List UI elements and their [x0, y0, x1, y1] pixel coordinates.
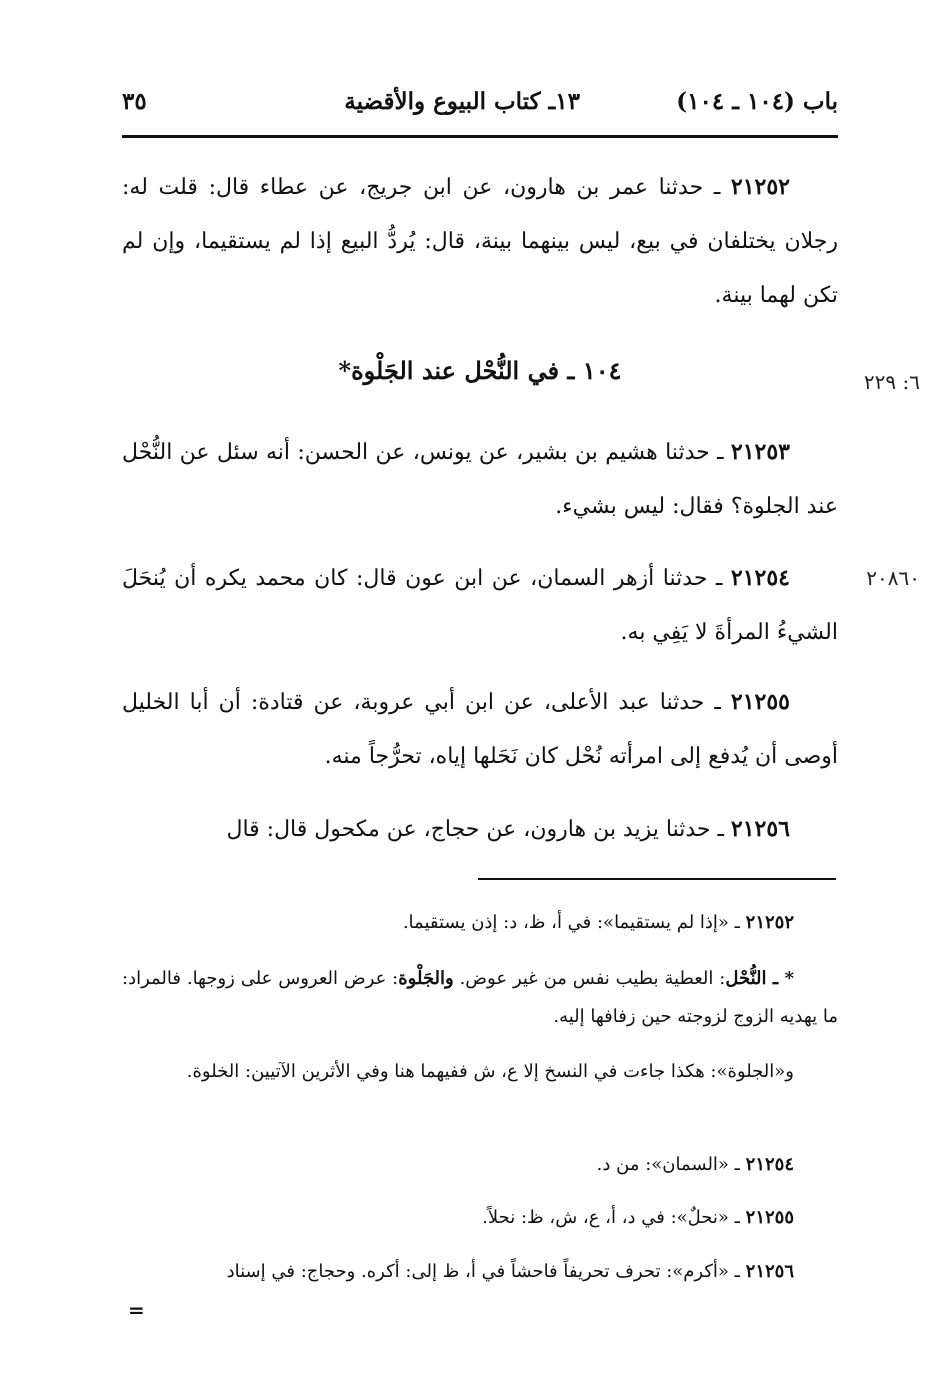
footnote-number: ٢١٢٥٤: [745, 1154, 794, 1175]
hadith-text: ـ حدثنا يزيد بن هارون، عن حجاج، عن مكحول قال: قال: [226, 817, 731, 842]
footnote: [122, 1253, 838, 1291]
hadith-text: ـ حدثنا أزهر السمان، عن ابن عون قال: كان محمد يكره أن يُنحَلَ الشيءُ المرأةَ لا يَفِي به.: [122, 566, 838, 645]
hadith-paragraph: [122, 802, 838, 857]
footnote-text: : عرض العروس على زوجها. فالمراد: ما يهديه الزوج لزوجته حين زفافها إليه.: [122, 968, 838, 1027]
header-rule: [122, 135, 838, 138]
footnote-text: ـ «أكرم»: تحرف تحريفاً فاحشاً في أ، ظ إلى: أكره. وحجاج: في إسناد: [226, 1261, 746, 1282]
footnote-rule: [478, 878, 836, 880]
hadith-number: ٢١٢٥٤: [730, 565, 790, 591]
margin-reference: ٦: ٢٢٩: [863, 370, 920, 394]
footnote: [122, 1199, 838, 1237]
footnote-number: ٢١٢٥٥: [745, 1207, 794, 1228]
footnote: [122, 1146, 838, 1184]
hadith-number: ٢١٢٥٥: [730, 689, 790, 715]
hadith-text: ـ حدثنا هشيم بن بشير، عن يونس، عن الحسن: أنه سئل عن النُّحْل عند الجلوة؟ فقال: ليس بشيء.: [122, 440, 838, 519]
hadith-paragraph: [122, 675, 838, 784]
running-header: [122, 88, 838, 128]
hadith-text: ـ حدثنا عبد الأعلى، عن ابن أبي عروبة، عن قتادة: أن أبا الخليل أوصى أن يُدفع إلى امرأته نُحْل كان نَحَلها إياه، تحرُّجاً منه.: [122, 690, 838, 769]
hadith-paragraph: [122, 551, 838, 660]
hadith-number: ٢١٢٥٣: [730, 439, 790, 465]
section-title: ١٠٤ ـ في النُّحْل عند الجَلْوة*: [338, 356, 622, 385]
hadith-paragraph: [122, 160, 838, 323]
footnote-term: والجَلْوة: [398, 968, 454, 989]
footnote-text: ـ «نحلٌ»: في د، أ، ع، ش، ظ: نحلاً.: [482, 1207, 746, 1228]
footnote-number: ٢١٢٥٦: [745, 1261, 794, 1282]
footnote-text: و«الجلوة»: هكذا جاءت في النسخ إلا ع، ش ففيهما هنا وفي الأثرين الآتيين: الخلوة.: [186, 1061, 794, 1082]
hadith-number: ٢١٢٥٦: [730, 816, 790, 842]
continuation-mark: =: [128, 1298, 145, 1322]
hadith-paragraph: [122, 425, 838, 534]
footnote-text: ـ «إذا لم يستقيما»: في أ، ظ، د: إذن يستقيما.: [402, 912, 746, 933]
footnote-text: ـ «السمان»: من د.: [596, 1154, 746, 1175]
book-title: ١٣ـ كتاب البيوع والأقضية: [344, 88, 580, 115]
page-number: ٣٥: [122, 88, 147, 115]
chapter-label: باب (١٠٤ ـ ١٠٤): [676, 88, 838, 115]
hadith-number: ٢١٢٥٢: [730, 174, 790, 200]
footnote-term: * ـ النُّحْل: [725, 968, 794, 989]
footnote-text: : العطية بطيب نفس من غير عوض.: [453, 968, 726, 989]
footnote-number: ٢١٢٥٢: [745, 912, 794, 933]
footnote: [122, 1053, 838, 1091]
footnote: [122, 960, 838, 1036]
margin-reference: ٢٠٨٦٠: [866, 566, 920, 590]
footnote: [122, 904, 838, 942]
hadith-text: ـ حدثنا عمر بن هارون، عن ابن جريج، عن عطاء قال: قلت له: رجلان يختلفان في بيع، ليس بينهما بينة، قال: يُردُّ البيع إذا لم يستقيما، وإن لم تكن لهما بينة.: [122, 175, 838, 308]
